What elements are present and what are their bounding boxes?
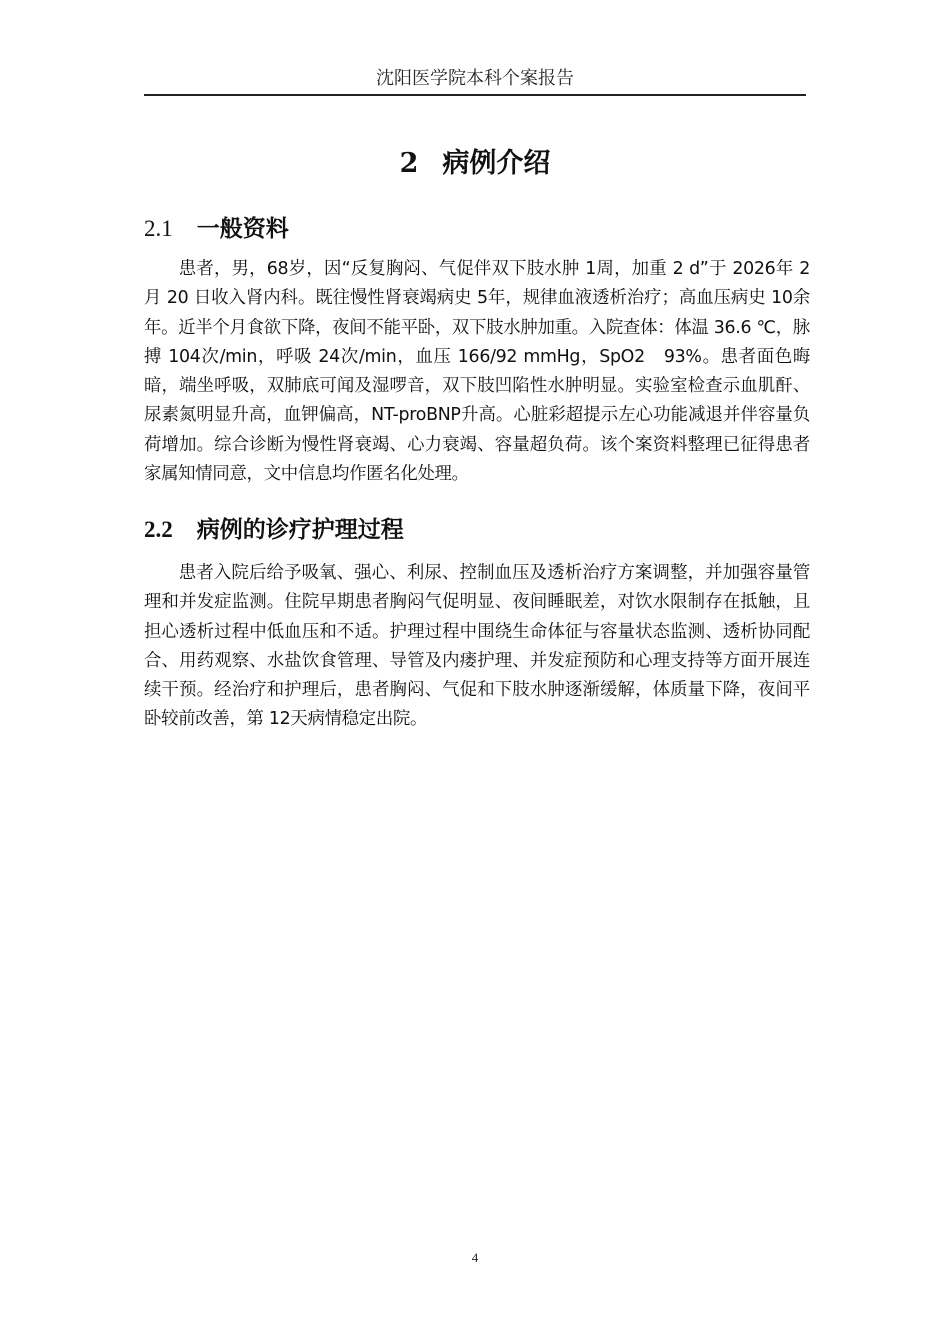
chapter-title <box>144 145 806 183</box>
section-heading-2-2 <box>144 514 404 546</box>
chapter-title-text: 病例介绍 <box>442 148 551 179</box>
section-2-2-paragraph: 患者入院后给予吸氧、强心、利尿、控制血压及透析治疗方案调整，并加强容量管理和并发症监测。住院早期患者胸闷气促明显、夜间睡眠差，对饮水限制存在抵触，且担心透析过程中低血压和不适。护理过程中围绕生命体征与容量状态监测、透析协同配合、用药观察、水盐饮食管理、导管及内瘘护理、并发症预防和心理支持等方面开展连续干预。经治疗和护理后，患者胸闷、气促和下肢水肿逐渐缓解，体质量下降，夜间平卧较前改善，第 12天病情稳定出院。 <box>144 563 810 730</box>
section-title-text: 病例的诊疗护理过程 <box>196 517 404 543</box>
page-number: 4 <box>471 1250 479 1265</box>
section-2-1-paragraph: 患者，男，68岁，因“反复胸闷、气促伴双下肢水肿 1周，加重 2 d”于 2026年 2 月 20 日收入肾内科。既往慢性肾衰竭病史 5年，规律血液透析治疗；高血压病史 10余年。近半个月食欲下降，夜间不能平卧，双下肢水肿加重。入院查体：体温 36.6 ℃，脉搏 104次/min，呼吸 24次/min，血压 166/92 mmHg，SpO2 93%。患者面色晦暗，端坐呼吸，双肺底可闻及湿啰音，双下肢凹陷性水肿明显。实验室检查示血肌酐、尿素氮明显升高，血钾偏高，NT-proBNP升高。心脏彩超提示左心功能减退并伴容量负荷增加。综合诊断为慢性肾衰竭、心力衰竭、容量超负荷。该个案资料整理已征得患者家属知情同意，文中信息均作匿名化处理。 <box>144 259 810 485</box>
section-title-text: 一般资料 <box>196 216 289 242</box>
header-rule <box>144 94 806 96</box>
section-number: 2.1 <box>144 216 173 241</box>
chapter-number: 2 <box>399 148 419 179</box>
running-header: 沈阳医学院本科个案报告 <box>376 68 574 89</box>
section-number: 2.2 <box>144 517 173 542</box>
section-heading-2-1 <box>144 213 289 245</box>
